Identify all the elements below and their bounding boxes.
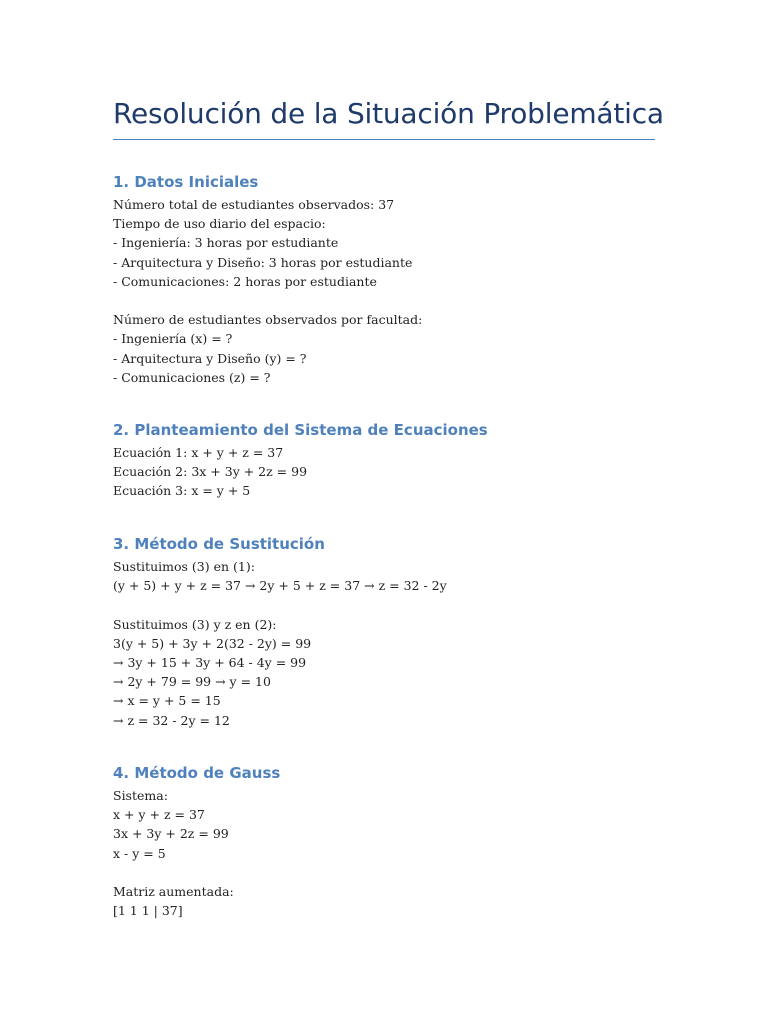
text-line: Número de estudiantes observados por facultad: <box>113 312 423 328</box>
text-line: - Arquitectura y Diseño: 3 horas por estudiante <box>113 254 413 270</box>
blank-line <box>113 863 655 882</box>
section-datos-iniciales <box>113 171 655 387</box>
section-planteamiento <box>113 419 655 501</box>
text-line: Sistema: <box>113 788 168 803</box>
text-line: - Ingeniería (x) = ? <box>113 331 233 347</box>
section-heading: 2. Planteamiento del Sistema de Ecuaciones <box>113 421 488 439</box>
section-sustitucion <box>113 533 655 730</box>
text-line: Sustituimos (3) y z en (2): <box>113 616 277 632</box>
blank-line <box>113 291 655 310</box>
section-heading: 3. Método de Sustitución <box>113 535 325 553</box>
text-line: Ecuación 3: x = y + 5 <box>113 483 251 499</box>
page-title: Resolución de la Situación Problemática <box>113 97 664 130</box>
blank-line <box>113 595 655 614</box>
text-line: → x = y + 5 = 15 <box>113 693 221 709</box>
text-line: - Arquitectura y Diseño (y) = ? <box>113 350 307 366</box>
text-line: Ecuación 1: x + y + z = 37 <box>113 445 284 460</box>
text-line: x + y + z = 37 <box>113 807 205 823</box>
text-line: Ecuación 2: 3x + 3y + 2z = 99 <box>113 464 308 480</box>
text-line: Matriz aumentada: <box>113 883 234 899</box>
text-line: [1 1 1 | 37] <box>113 903 183 919</box>
text-line: → z = 32 - 2y = 12 <box>113 712 230 728</box>
text-line: → 2y + 79 = 99 → y = 10 <box>113 674 271 690</box>
text-line: Sustituimos (3) en (1): <box>113 559 255 574</box>
text-line: Número total de estudiantes observados: 37 <box>113 197 395 212</box>
text-line: - Ingeniería: 3 horas por estudiante <box>113 235 339 251</box>
text-line: (y + 5) + y + z = 37 → 2y + 5 + z = 37 → z = 32 - 2y <box>113 578 447 594</box>
text-line: 3(y + 5) + 3y + 2(32 - 2y) = 99 <box>113 635 312 651</box>
section-gauss <box>113 762 655 920</box>
title-divider <box>113 139 655 140</box>
text-line: - Comunicaciones (z) = ? <box>113 369 271 385</box>
text-line: x - y = 5 <box>113 845 166 861</box>
text-line: 3x + 3y + 2z = 99 <box>113 826 229 842</box>
text-line: → 3y + 15 + 3y + 64 - 4y = 99 <box>113 654 307 670</box>
section-heading: 1. Datos Iniciales <box>113 173 259 191</box>
text-line: - Comunicaciones: 2 horas por estudiante <box>113 273 377 289</box>
text-line: Tiempo de uso diario del espacio: <box>113 216 326 232</box>
section-heading: 4. Método de Gauss <box>113 764 281 782</box>
